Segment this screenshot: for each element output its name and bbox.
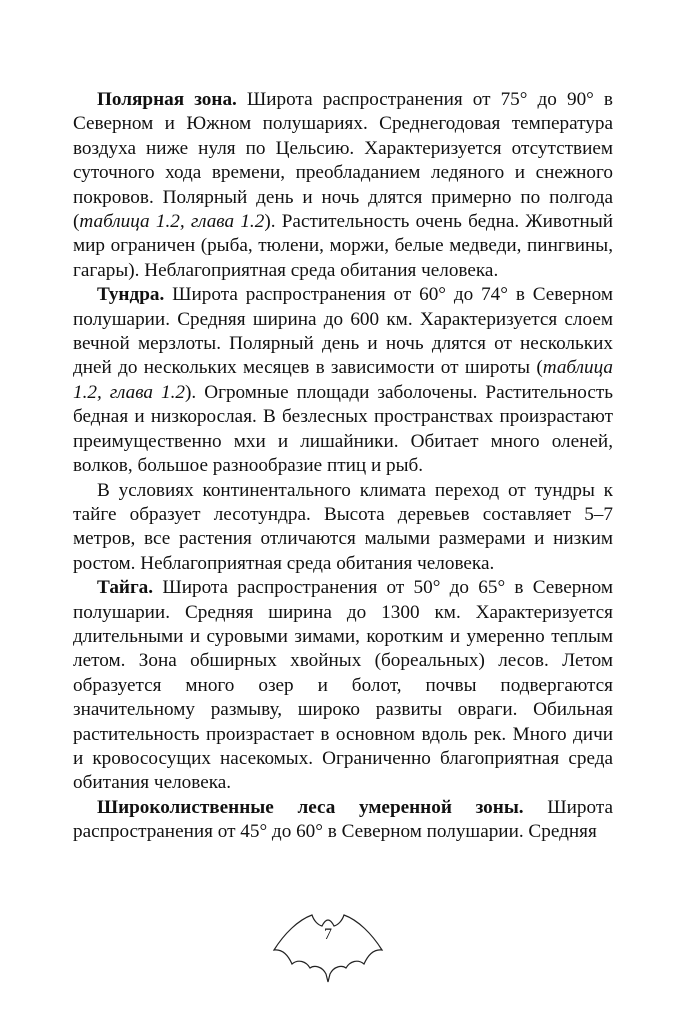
page-number-ornament bbox=[272, 902, 384, 984]
paragraph-text: Широта распространения от 75° до 90° в Северном и Южном полушариях. Среднегодовая температура воздуха ниже нуля по Цельсию. Характеризуется отсутствием суточного хода времени, преобладанием ледяного и снежного покровов. Полярный день и ночь длятся примерно по полгода ( bbox=[73, 89, 613, 233]
paragraph-forest-tundra bbox=[73, 479, 613, 577]
paragraph-text: В условиях континентального климата переход от тундры к тайге образует лесотундра. Высота деревьев составляет 5–7 метров, все растения отличаются малыми размерами и низким ростом. Неблагоприятная среда обитания человека. bbox=[73, 479, 613, 574]
paragraph-heading: Полярная зона. bbox=[97, 89, 237, 110]
paragraph-text: Широта распространения от 50° до 65° в Северном полушарии. Средняя ширина до 1300 км. Характеризуется длительными и суровыми зимами, коротким и умеренно теплым летом. Зона обширных хвойных (бореальных) лесов. Летом образуется много озер и болот, почвы подвергаются значительному размыву, широко развиты овраги. Обильная растительность произрастает в основном вдоль рек. Много дичи и кровососущих насекомых. Ограниченно благоприятная среда обитания человека. bbox=[73, 577, 613, 794]
paragraph-polar bbox=[73, 88, 613, 283]
paragraph-taiga bbox=[73, 576, 613, 796]
paragraph-text: ). Растительность очень бедна. Животный мир ограничен (рыба, тюлени, моржи, белые медведи, пингвины, гагары). Неблагоприятная среда обитания человека. bbox=[73, 211, 613, 281]
paragraph-text: ). Огромные площади заболочены. Растительность бедная и низкорослая. В безлесных пространствах произрастают преимущественно мхи и лишайники. Обитает много оленей, волков, большое разнообразие птиц и рыб. bbox=[73, 381, 613, 477]
paragraph-heading: Тайга. bbox=[97, 577, 154, 599]
paragraph-heading: Широколиственные леса умеренной зоны. bbox=[97, 796, 524, 818]
page-number: 7 bbox=[324, 926, 332, 943]
table-reference: таблица 1.2, глава 1.2 bbox=[79, 211, 265, 233]
paragraph-heading: Тундра. bbox=[97, 284, 165, 306]
paragraph-broadleaf bbox=[73, 796, 613, 845]
body-text bbox=[73, 88, 613, 845]
paragraph-text: Широта распространения от 45° до 60° в Северном полушарии. Средняя bbox=[73, 796, 613, 843]
paragraph-text: Широта распространения от 60° до 74° в Северном полушарии. Средняя ширина до 600 км. Характеризуется слоем вечной мерзлоты. Полярный день и ночь длятся от нескольких дней до нескольких месяцев в зависимости от широты ( bbox=[73, 284, 613, 379]
paragraph-tundra bbox=[73, 283, 613, 478]
table-reference: таблица 1.2, глава 1.2 bbox=[73, 357, 613, 403]
